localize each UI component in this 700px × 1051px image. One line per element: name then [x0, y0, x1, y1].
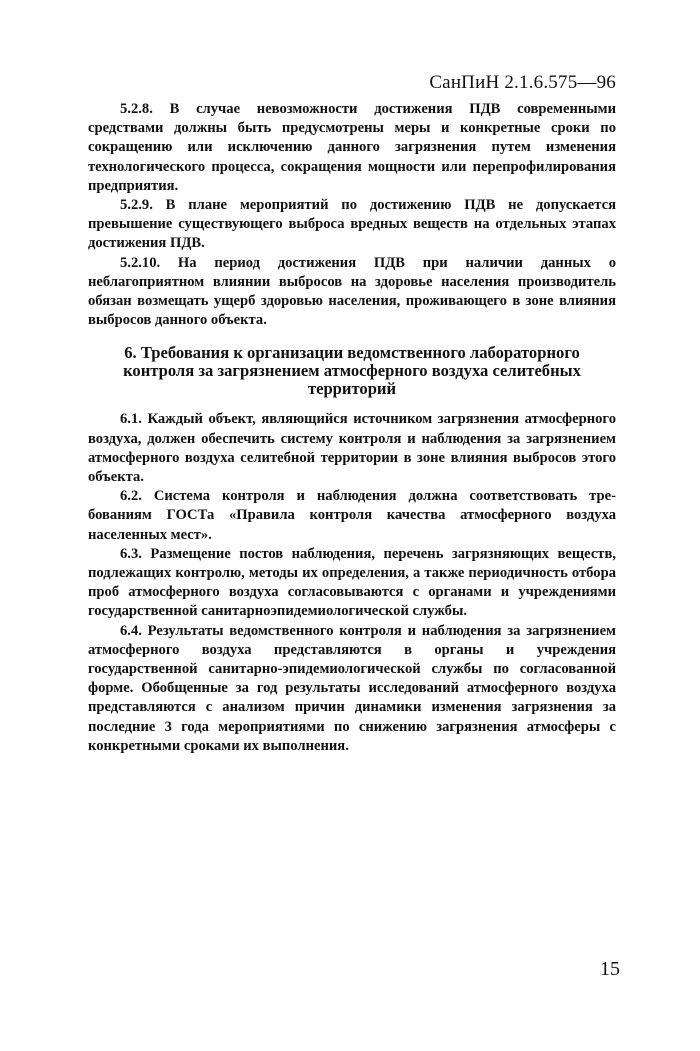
paragraph-5-2-10: 5.2.10. На период достижения ПДВ при наличии данных о неблагоприятном влиянии выбросов на здоровье населения производитель обязан возмещать ущерб здоровью населения, проживающего в зоне влияния выбросов данного объекта. [88, 254, 616, 329]
section-6-heading: 6. Требования к организации ведомственного лабораторного контроля за загрязнением атмосферного воздуха селитебных территорий [123, 343, 581, 399]
running-header: СанПиН 2.1.6.575—96 [429, 72, 616, 93]
paragraph-5-2-9: 5.2.9. В плане мероприятий по достижению ПДВ не допускается превышение существующего выброса вредных веществ на отдельных этапах достижения ПДВ. [88, 197, 616, 252]
paragraph-6-4: 6.4. Результаты ведомственного контроля и наблюдения за загрязнением атмосферного воздуха представляются в органы и учреждения государственной санитарно-эпидемиологической службы по согласованной форме. Обобщенные за год результаты исследований атмосферного воздуха представляются с анализом причин динамики изменения загрязнения за последние 3 года мероприятиями по снижению загрязнения атмосферы с конкретными сроками их выполнения. [88, 622, 616, 754]
document-body [88, 100, 616, 756]
paragraph-6-2: 6.2. Система контроля и наблюдения должна соответствовать требованиям ГОСТа «Правила контроля качества атмосферного воздуха населенных мест». [88, 488, 616, 543]
paragraph-6-1: 6.1. Каждый объект, являющийся источником загрязнения атмосферного воздуха, должен обеспечить систему контроля и наблюдения за загрязнением атмосферного воздуха селитебной территории в зоне влияния выбросов этого объекта. [88, 411, 616, 486]
paragraph-5-2-8: 5.2.8. В случае невозможности достижения ПДВ современными средствами должны быть предусмотрены меры и конкретные сроки по сокращению или исключению данного загрязнения путем изменения технологического процесса, сокращения мощности или перепрофилирования предприятия. [88, 101, 616, 194]
page-number: 15 [600, 958, 620, 980]
paragraph-6-3: 6.3. Размещение постов наблюдения, перечень загрязняющих веществ, подлежащих контролю, методы их определения, а также периодичность отбора проб атмосферного воздуха согласовываются с органами и учреждениями государственной санитарноэпидемиологической службы. [88, 545, 616, 620]
